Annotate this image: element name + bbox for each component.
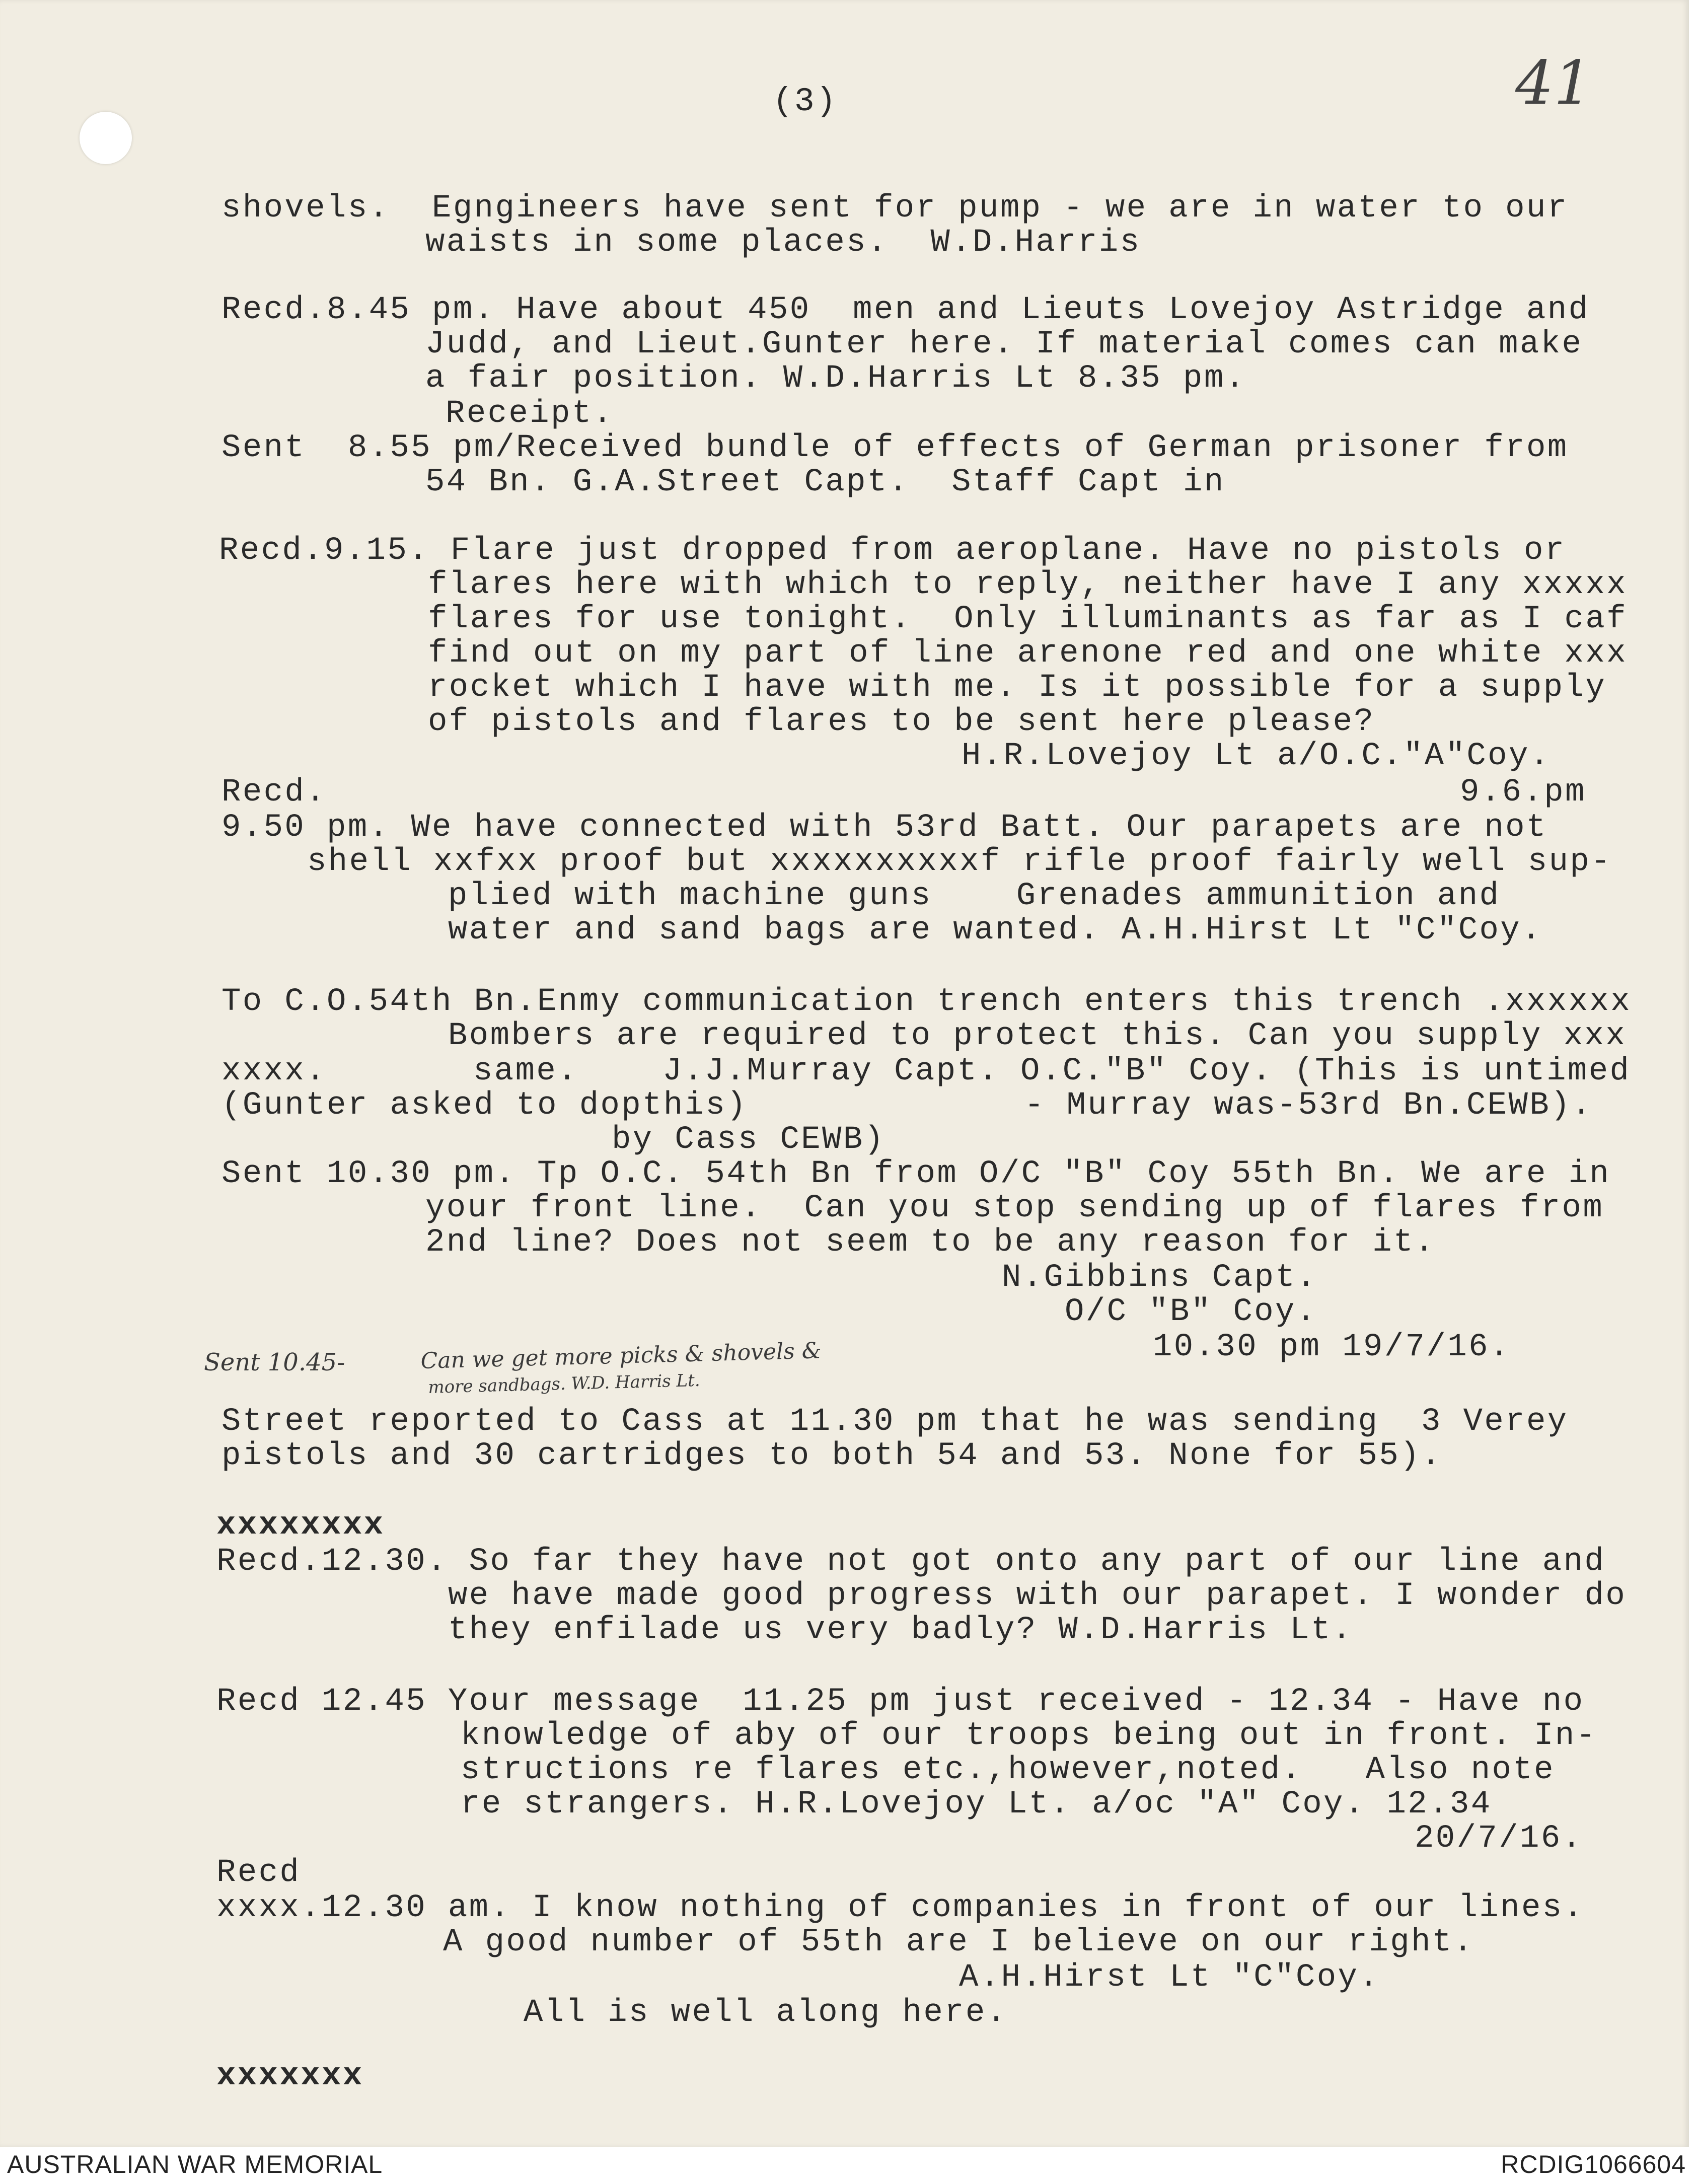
struck-out-text: xxxxxxxx xyxy=(216,1507,385,1544)
message-line: Recd.8.45 pm. Have about 450 men and Lieuts Lovejoy Astridge and xyxy=(222,292,1590,328)
message-line: (Gunter asked to dopthis) xyxy=(222,1087,748,1124)
struck-out-text: xxxxxxx xyxy=(216,2058,364,2094)
message-line: waists in some places. W.D.Harris xyxy=(425,225,1141,261)
handwritten-note: Can we get more picks & shovels & xyxy=(420,1338,822,1374)
signature-line: N.Gibbins Capt. xyxy=(1002,1260,1318,1296)
message-line: they enfilade us very badly? W.D.Harris Lt. xyxy=(448,1612,1353,1648)
signature-line: O/C "B" Coy. xyxy=(1065,1294,1317,1330)
time-stamp: 20/7/16. xyxy=(1415,1821,1583,1857)
message-line: structions re flares etc.,however,noted. Also note xyxy=(461,1752,1555,1788)
message-line: pistols and 30 cartridges to both 54 and 53. None for 55). xyxy=(222,1438,1442,1474)
message-line: Recd xyxy=(216,1855,301,1891)
archive-credit: AUSTRALIAN WAR MEMORIAL xyxy=(7,2150,383,2178)
message-line: 9.50 pm. We have connected with 53rd Batt. Our parapets are not xyxy=(222,810,1547,846)
message-line: To C.O.54th Bn.Enmy communication trench enters this trench .xxxxxx xyxy=(222,984,1632,1020)
message-line: re strangers. H.R.Lovejoy Lt. a/oc "A" Coy. 12.34 xyxy=(461,1786,1492,1823)
message-line: find out on my part of line arenone red and one white xxx xyxy=(428,635,1628,672)
message-line: 54 Bn. G.A.Street Capt. Staff Capt in xyxy=(425,464,1225,500)
signature-line: H.R.Lovejoy Lt a/O.C."A"Coy. xyxy=(962,738,1551,774)
message-line: flares for use tonight. Only illuminants as far as I caf xyxy=(428,601,1628,637)
message-line: All is well along here. xyxy=(524,1995,1008,2031)
message-line: Bombers are required to protect this. Can you supply xxx xyxy=(448,1018,1627,1054)
message-line: xxxx.12.30 am. I know nothing of companies in front of our lines. xyxy=(216,1890,1585,1926)
message-line: knowledge of aby of our troops being out in front. In- xyxy=(461,1718,1597,1754)
message-line: Receipt. xyxy=(446,396,614,432)
message-line: 2nd line? Does not seem to be any reason for it. xyxy=(425,1224,1436,1261)
message-line: Sent 8.55 pm/Received bundle of effects of German prisoner from xyxy=(222,430,1569,466)
archive-reference: RCDIG1066604 xyxy=(1501,2150,1686,2178)
message-line: of pistols and flares to be sent here please? xyxy=(428,704,1375,740)
punch-hole xyxy=(80,112,132,164)
message-line: Recd 12.45 Your message 11.25 pm just received - 12.34 - Have no xyxy=(216,1684,1585,1720)
message-line: A good number of 55th are I believe on our right. xyxy=(443,1924,1474,1960)
signature-line: A.H.Hirst Lt "C"Coy. xyxy=(959,1959,1380,1996)
message-line: Recd. xyxy=(222,774,327,811)
message-line: xxxx. xyxy=(222,1053,327,1089)
message-line: a fair position. W.D.Harris Lt 8.35 pm. xyxy=(425,360,1246,397)
time-stamp: 9.6.pm xyxy=(1460,774,1586,811)
message-line: flares here with which to reply, neither have I any xxxxx xyxy=(428,567,1628,603)
message-line: Recd.9.15. Flare just dropped from aeroplane. Have no pistols or xyxy=(219,533,1566,569)
message-line: Street reported to Cass at 11.30 pm that he was sending 3 Verey xyxy=(222,1404,1569,1440)
message-line: plied with machine guns Grenades ammunition and xyxy=(448,878,1501,914)
message-line: Sent 10.30 pm. Tp O.C. 54th Bn from O/C "B" Coy 55th Bn. We are in xyxy=(222,1156,1611,1192)
message-line: Recd.12.30. So far they have not got onto any part of our line and xyxy=(216,1544,1606,1580)
message-line: we have made good progress with our parapet. I wonder do xyxy=(448,1578,1627,1614)
message-line: water and sand bags are wanted. A.H.Hirst Lt "C"Coy. xyxy=(448,912,1542,949)
page-number: (3) xyxy=(773,83,838,120)
message-line: - Murray was-53rd Bn.CEWB). xyxy=(1024,1087,1593,1124)
message-line: shovels. Egngineers have sent for pump - we are in water to our xyxy=(222,190,1569,227)
time-stamp: 10.30 pm 19/7/16. xyxy=(1153,1329,1511,1365)
message-line: shell xxfxx proof but xxxxxxxxxxf rifle proof fairly well sup- xyxy=(307,844,1612,880)
message-line: same. J.J.Murray Capt. O.C."B" Coy. (This is untimed xyxy=(473,1053,1631,1089)
message-line: by Cass CEWB) xyxy=(612,1122,886,1158)
handwritten-sent-time: Sent 10.45- xyxy=(204,1348,345,1376)
message-line: Judd, and Lieut.Gunter here. If material comes can make xyxy=(425,326,1583,362)
message-line: rocket which I have with me. Is it possible for a supply xyxy=(428,670,1607,706)
message-line: your front line. Can you stop sending up of flares from xyxy=(425,1190,1604,1226)
folio-number: 41 xyxy=(1515,48,1592,118)
handwritten-note: more sandbags. W.D. Harris Lt. xyxy=(428,1370,701,1398)
